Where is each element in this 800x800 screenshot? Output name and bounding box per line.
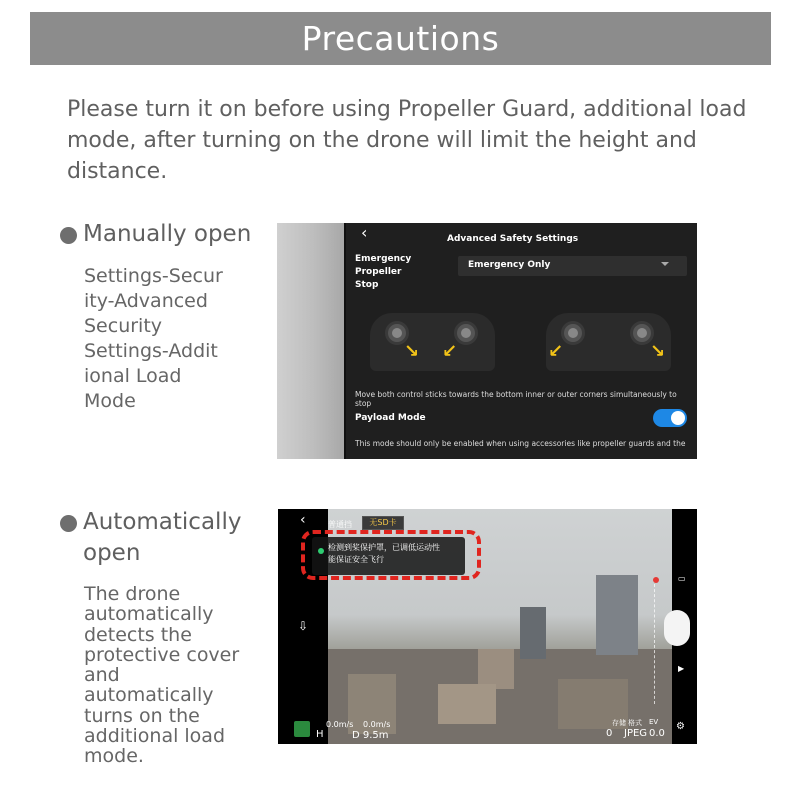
controller-diagram-outer [546,313,671,371]
camera-screenshot [278,509,697,744]
highlight-frame [301,530,481,580]
page-title: Precautions [301,19,500,58]
emergency-stop-label [355,253,455,292]
controller-diagram-inner [370,313,495,371]
shutter-button[interactable] [664,610,690,646]
manual-desc-line: Security [84,315,163,337]
auto-description [84,584,239,767]
format-label: 格式 [628,719,642,727]
record-indicator [653,577,659,583]
settings-title: Advanced Safety Settings [447,234,579,244]
manual-desc-line: ional Load [84,365,182,387]
bullet-icon [60,227,77,244]
auto-desc-line: automatically [84,603,214,626]
arrow-down-left-icon: ↙ [442,341,458,362]
arrow-down-right-icon: ↘ [404,341,420,362]
payload-mode-toggle[interactable] [653,409,687,427]
auto-title-line: Automatically [83,509,242,535]
distance-readout: D 9.5m [352,730,389,741]
auto-desc-line: detects the [84,623,192,646]
flight-mode-tag[interactable]: 普通挡 [328,520,352,529]
auto-title [83,507,241,569]
auto-desc-line: and [84,664,120,687]
sd-card-badge: 无SD卡 [362,516,404,530]
emergency-stop-label-line: Emergency Propeller [355,254,412,277]
arrow-down-right-icon: ↘ [650,341,666,362]
settings-screenshot [277,223,697,459]
notice-line: 能保证安全飞行 [328,555,384,564]
storage-value: 0 [606,728,613,739]
manual-desc-line: Settings-Secur [84,265,223,287]
auto-desc-line: protective cover [84,643,240,666]
caret-down-icon [661,262,669,266]
vertical-speed: 0.0m/s [363,720,391,729]
manual-description [84,264,223,414]
left-stick [561,321,585,345]
auto-desc-line: additional load [84,725,226,748]
altitude-scale [654,584,656,704]
manual-desc-line: Settings-Addit [84,340,218,362]
auto-desc-line: mode. [84,745,144,768]
emergency-stop-select[interactable] [458,256,687,276]
header-bar [30,12,771,65]
screenshot-side-panel [277,223,344,459]
takeoff-icon[interactable]: ⇩ [298,619,309,633]
camera-switch-icon[interactable]: ▭ [678,574,686,583]
emergency-stop-label-line: Stop [355,280,379,290]
notice-line: 检测到桨保护罩，已调低运动性 [328,543,440,552]
back-chevron-icon[interactable]: ‹ [300,512,306,528]
divider [344,223,346,459]
ev-label: EV [649,718,659,726]
manual-desc-line: ity-Advanced [84,290,208,312]
map-thumbnail[interactable] [294,721,310,737]
height-label: H [316,729,324,740]
manual-title: Manually open [83,221,252,247]
bullet-icon [60,515,77,532]
auto-section-heading [60,507,241,569]
back-chevron-icon[interactable]: ‹ [361,223,368,242]
payload-note-text: This mode should only be enabled when using accessories like propeller guards and the [355,439,686,448]
settings-icon[interactable]: ⚙ [676,721,685,732]
payload-mode-label: Payload Mode [355,413,426,423]
auto-desc-line: The drone [84,583,181,605]
horizontal-speed: 0.0m/s [326,720,354,729]
manual-section-heading [60,219,251,250]
playback-icon[interactable]: ▶ [678,664,685,673]
auto-desc-line: automatically [84,684,214,707]
intro-text: Please turn it on before using Propeller Guard, additional load mode, after turning on the drone will limit the height and distance. [67,97,747,184]
storage-label: 存储 [612,719,626,727]
right-stick [454,321,478,345]
ev-value: 0.0 [649,728,665,739]
auto-title-line: open [83,540,141,566]
arrow-down-left-icon: ↙ [548,341,564,362]
auto-desc-line: turns on the [84,704,200,727]
format-value: JPEG [624,728,648,739]
manual-desc-line: Mode [84,390,136,412]
stop-hint-text: Move both control sticks towards the bottom inner or outer corners simultaneously to stop [355,390,677,408]
select-value: Emergency Only [468,260,551,270]
